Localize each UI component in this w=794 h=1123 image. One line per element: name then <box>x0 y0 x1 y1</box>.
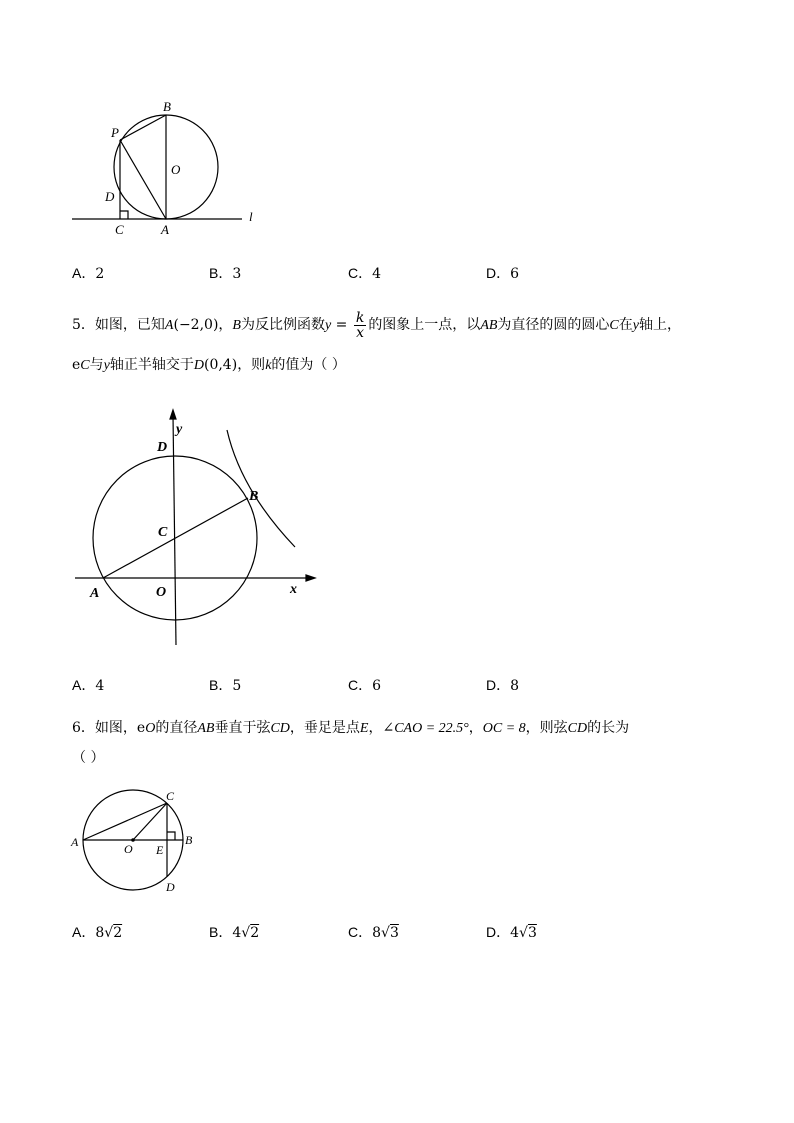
fig4-label-d: D <box>105 189 115 204</box>
q5-stem-line2: eC与y轴正半轴交于D(0,4)，则k的值为（ ） <box>72 357 346 373</box>
sqrt-icon: √ <box>519 925 528 941</box>
q6-stem-line2: （ ） <box>72 750 105 766</box>
q6-options <box>72 922 752 946</box>
q4-option-b[interactable]: B．3 <box>209 265 242 282</box>
fig5-x-arrow <box>306 575 315 581</box>
fig4-label-p: P <box>111 125 119 140</box>
q5-stem-line1: 5．如图，已知A(−2,0)，B为反比例函数y = $\frac{k}{x}$ 的图象上一点，以AB为直径的圆的圆心C在y轴上， <box>72 309 681 341</box>
figure-q5 <box>70 405 330 650</box>
fig5-y-arrow <box>170 410 176 419</box>
fig6-label-o: O <box>124 842 133 856</box>
fig4-label-a: A <box>161 222 169 237</box>
fig5-label-b: B <box>249 489 259 504</box>
fig5-label-d: D <box>157 440 168 455</box>
fig5-hyperbola <box>227 430 295 547</box>
fig5-label-o: O <box>156 585 167 600</box>
fig5-label-x: x <box>290 582 297 597</box>
q4-option-d[interactable]: D．6 <box>486 265 520 282</box>
q6-option-d[interactable]: D．4√3 <box>486 924 537 941</box>
q5-fraction-k-over-x: $\frac{k}{x}$ <box>355 309 365 341</box>
fig4-label-l: l <box>249 209 253 224</box>
fig4-label-c: C <box>115 222 124 237</box>
fig5-y-axis <box>173 415 176 645</box>
q4-options <box>72 263 752 287</box>
q5-option-a[interactable]: A．4 <box>72 677 105 694</box>
fig6-label-b: B <box>185 833 193 847</box>
fig6-right-angle-mark <box>167 832 175 840</box>
sqrt-icon: √ <box>241 925 251 941</box>
fig6-segment-ac <box>83 803 167 840</box>
q5-option-b[interactable]: B．5 <box>209 677 242 694</box>
fig6-label-e: E <box>156 843 164 857</box>
q4-option-a[interactable]: A．2 <box>72 265 105 282</box>
fig4-label-o: O <box>171 162 181 177</box>
q6-option-c[interactable]: C．8√3 <box>348 924 399 941</box>
fig4-segment-pb <box>120 115 166 140</box>
figure-q4 <box>60 90 280 240</box>
fig5-label-c: C <box>158 525 168 540</box>
q6-option-a[interactable]: A．8√2 <box>72 924 123 941</box>
sqrt-icon: √ <box>381 925 390 941</box>
sqrt-icon: √ <box>104 925 114 941</box>
fig5-label-y: y <box>176 422 183 437</box>
fig5-label-a: A <box>90 586 100 601</box>
q5-options <box>72 675 752 699</box>
fig6-label-d: D <box>166 880 175 894</box>
q6-option-b[interactable]: B．4√2 <box>209 924 260 941</box>
fig4-label-b: B <box>163 99 171 114</box>
fig4-segment-pa <box>120 140 166 219</box>
q5-option-d[interactable]: D．8 <box>486 677 520 694</box>
fig6-segment-oc <box>133 803 167 840</box>
fig4-right-angle-mark <box>120 211 128 219</box>
fig6-label-a: A <box>71 835 79 849</box>
fig6-label-c: C <box>166 789 175 803</box>
q6-stem-line1: 6．如图，eO的直径AB垂直于弦CD，垂足是点E，∠CAO = 22.5°，OC = 8，则弦CD的长为 <box>72 720 630 736</box>
figure-q6 <box>66 785 206 895</box>
q4-option-c[interactable]: C．4 <box>348 265 382 282</box>
q5-option-c[interactable]: C．6 <box>348 677 382 694</box>
